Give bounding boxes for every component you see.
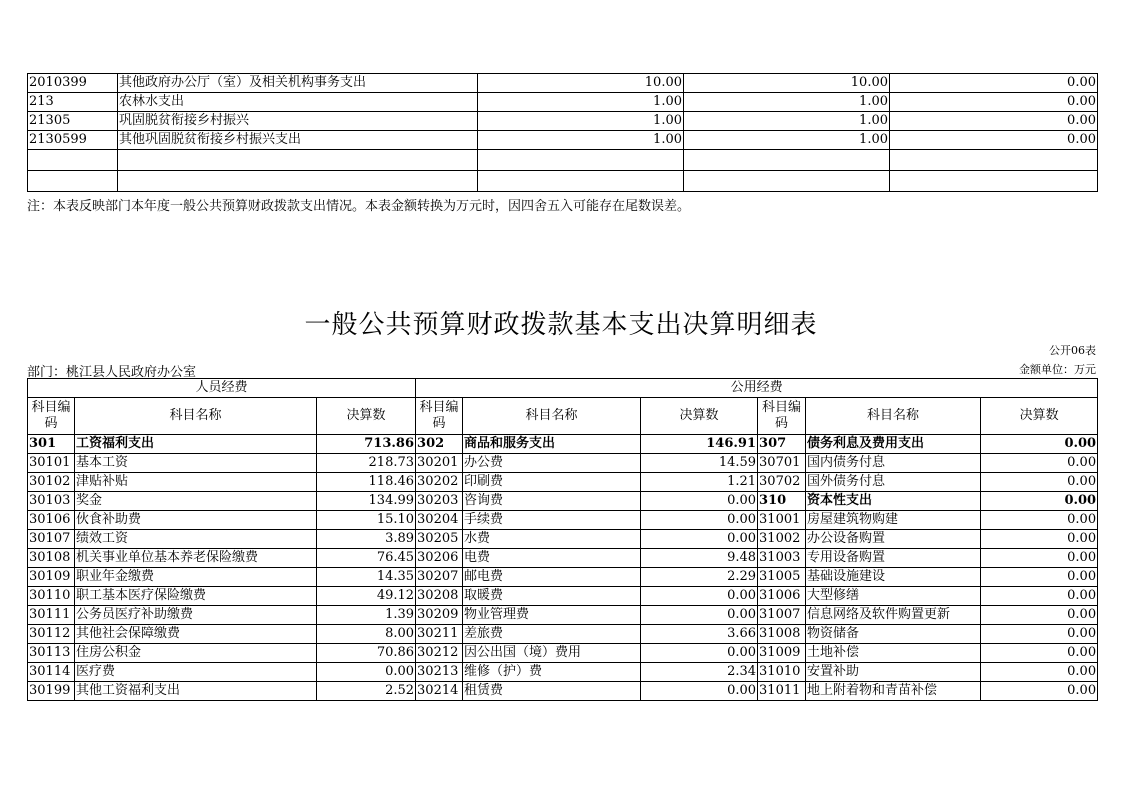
table-row xyxy=(28,682,1098,701)
subject-code: 30213 xyxy=(416,663,463,682)
subject-code: 31010 xyxy=(758,663,806,682)
subject-name: 职业年金缴费 xyxy=(75,568,317,587)
subject-name: 公务员医疗补助缴费 xyxy=(75,606,317,625)
amount-cell: 0.00 xyxy=(890,74,1098,93)
subject-name: 手续费 xyxy=(463,511,641,530)
subject-code: 30214 xyxy=(416,682,463,701)
table-row xyxy=(28,530,1098,549)
blank-cell xyxy=(890,150,1098,171)
amount-cell: 118.46 xyxy=(317,473,416,492)
subject-name: 资本性支出 xyxy=(806,492,981,511)
blank-row xyxy=(28,150,1098,171)
amount-cell: 0.00 xyxy=(981,625,1098,644)
amount-column-header: 决算数 xyxy=(981,398,1098,435)
amount-cell: 1.00 xyxy=(478,112,684,131)
subject-name: 基础设施建设 xyxy=(806,568,981,587)
subject-code: 302 xyxy=(416,435,463,454)
subject-code: 30204 xyxy=(416,511,463,530)
amount-cell: 9.48 xyxy=(641,549,758,568)
code-column-header: 科目编码 xyxy=(416,398,463,435)
basic-expenditure-detail-table xyxy=(27,378,1098,701)
amount-cell: 146.91 xyxy=(641,435,758,454)
subject-code: 31008 xyxy=(758,625,806,644)
amount-cell: 14.35 xyxy=(317,568,416,587)
amount-cell: 10.00 xyxy=(478,74,684,93)
subject-code: 30208 xyxy=(416,587,463,606)
department-label: 部门：桃江县人民政府办公室 xyxy=(27,365,197,380)
name-column-header: 科目名称 xyxy=(75,398,317,435)
subject-code: 30109 xyxy=(28,568,75,587)
subject-code: 30106 xyxy=(28,511,75,530)
subject-code: 31006 xyxy=(758,587,806,606)
subject-code: 301 xyxy=(28,435,75,454)
subject-code: 31005 xyxy=(758,568,806,587)
page-title: 一般公共预算财政拨款基本支出决算明细表 xyxy=(304,310,818,340)
subject-name: 伙食补助费 xyxy=(75,511,317,530)
subject-name: 职工基本医疗保险缴费 xyxy=(75,587,317,606)
name-column-header: 科目名称 xyxy=(463,398,641,435)
subject-name: 大型修缮 xyxy=(806,587,981,606)
amount-cell: 14.59 xyxy=(641,454,758,473)
subject-code: 30701 xyxy=(758,454,806,473)
subject-code: 30199 xyxy=(28,682,75,701)
subject-name: 其他社会保障缴费 xyxy=(75,625,317,644)
amount-cell: 0.00 xyxy=(317,663,416,682)
amount-cell: 134.99 xyxy=(317,492,416,511)
subject-code: 31009 xyxy=(758,644,806,663)
amount-cell: 0.00 xyxy=(641,492,758,511)
table-row xyxy=(28,492,1098,511)
subject-code: 30203 xyxy=(416,492,463,511)
subject-name: 印刷费 xyxy=(463,473,641,492)
amount-cell: 70.86 xyxy=(317,644,416,663)
amount-cell: 1.00 xyxy=(684,112,890,131)
subject-name: 住房公积金 xyxy=(75,644,317,663)
amount-unit-label: 金额单位：万元 xyxy=(1019,363,1096,376)
subject-name: 其他巩固脱贫衔接乡村振兴支出 xyxy=(118,131,478,150)
subject-name: 维修（护）费 xyxy=(463,663,641,682)
amount-cell: 2.29 xyxy=(641,568,758,587)
blank-cell xyxy=(684,171,890,192)
amount-column-header: 决算数 xyxy=(317,398,416,435)
amount-cell: 3.89 xyxy=(317,530,416,549)
amount-cell: 0.00 xyxy=(981,644,1098,663)
subject-name: 医疗费 xyxy=(75,663,317,682)
code-column-header: 科目编码 xyxy=(28,398,75,435)
blank-cell xyxy=(118,171,478,192)
subject-code: 30202 xyxy=(416,473,463,492)
subject-code: 30102 xyxy=(28,473,75,492)
table-row xyxy=(28,587,1098,606)
subject-name: 办公费 xyxy=(463,454,641,473)
public-group-header: 公用经费 xyxy=(416,379,1098,398)
subject-code: 30113 xyxy=(28,644,75,663)
table-row xyxy=(28,74,1098,93)
subject-code: 21305 xyxy=(28,112,118,131)
amount-cell: 2.34 xyxy=(641,663,758,682)
amount-cell: 0.00 xyxy=(641,511,758,530)
subject-code: 30211 xyxy=(416,625,463,644)
subject-code: 30702 xyxy=(758,473,806,492)
table-row xyxy=(28,606,1098,625)
table-row xyxy=(28,454,1098,473)
subject-name: 农林水支出 xyxy=(118,93,478,112)
subject-name: 办公设备购置 xyxy=(806,530,981,549)
table-row xyxy=(28,435,1098,454)
subject-name: 商品和服务支出 xyxy=(463,435,641,454)
table-row xyxy=(28,568,1098,587)
subject-code: 30108 xyxy=(28,549,75,568)
subject-code: 30112 xyxy=(28,625,75,644)
subject-code: 30114 xyxy=(28,663,75,682)
amount-cell: 0.00 xyxy=(890,93,1098,112)
subject-name: 取暖费 xyxy=(463,587,641,606)
amount-cell: 1.00 xyxy=(478,131,684,150)
subject-code: 30201 xyxy=(416,454,463,473)
top-expenditure-table xyxy=(27,73,1098,192)
subject-name: 其他工资福利支出 xyxy=(75,682,317,701)
amount-cell: 8.00 xyxy=(317,625,416,644)
subject-code: 31003 xyxy=(758,549,806,568)
amount-cell: 0.00 xyxy=(981,606,1098,625)
personnel-group-header: 人员经费 xyxy=(28,379,416,398)
table-row xyxy=(28,131,1098,150)
amount-cell: 1.39 xyxy=(317,606,416,625)
subject-name: 其他政府办公厅（室）及相关机构事务支出 xyxy=(118,74,478,93)
amount-cell: 0.00 xyxy=(890,131,1098,150)
subject-name: 土地补偿 xyxy=(806,644,981,663)
amount-cell: 218.73 xyxy=(317,454,416,473)
amount-cell: 0.00 xyxy=(981,473,1098,492)
amount-cell: 0.00 xyxy=(641,530,758,549)
subject-name: 租赁费 xyxy=(463,682,641,701)
subject-code: 307 xyxy=(758,435,806,454)
subject-code: 30212 xyxy=(416,644,463,663)
subject-name: 物业管理费 xyxy=(463,606,641,625)
subject-code: 2130599 xyxy=(28,131,118,150)
amount-cell: 76.45 xyxy=(317,549,416,568)
subject-code: 30207 xyxy=(416,568,463,587)
subject-name: 房屋建筑物购建 xyxy=(806,511,981,530)
blank-cell xyxy=(28,171,118,192)
table-row xyxy=(28,644,1098,663)
subject-name: 工资福利支出 xyxy=(75,435,317,454)
amount-cell: 49.12 xyxy=(317,587,416,606)
subject-code: 30206 xyxy=(416,549,463,568)
subject-name: 差旅费 xyxy=(463,625,641,644)
subject-code: 30209 xyxy=(416,606,463,625)
amount-column-header: 决算数 xyxy=(641,398,758,435)
form-number: 公开06表 xyxy=(1049,344,1096,357)
blank-cell xyxy=(28,150,118,171)
amount-cell: 1.00 xyxy=(684,93,890,112)
amount-cell: 0.00 xyxy=(981,568,1098,587)
subject-name: 安置补助 xyxy=(806,663,981,682)
subject-code: 30103 xyxy=(28,492,75,511)
subject-code: 30107 xyxy=(28,530,75,549)
subject-code: 31002 xyxy=(758,530,806,549)
subject-name: 巩固脱贫衔接乡村振兴 xyxy=(118,112,478,131)
code-column-header: 科目编码 xyxy=(758,398,806,435)
amount-cell: 1.21 xyxy=(641,473,758,492)
subject-name: 绩效工资 xyxy=(75,530,317,549)
table-row xyxy=(28,549,1098,568)
subject-code: 30101 xyxy=(28,454,75,473)
blank-cell xyxy=(478,150,684,171)
table-row xyxy=(28,625,1098,644)
subject-name: 国外债务付息 xyxy=(806,473,981,492)
blank-cell xyxy=(478,171,684,192)
amount-cell: 0.00 xyxy=(641,587,758,606)
amount-cell: 713.86 xyxy=(317,435,416,454)
amount-cell: 0.00 xyxy=(981,587,1098,606)
amount-cell: 0.00 xyxy=(981,511,1098,530)
amount-cell: 0.00 xyxy=(641,682,758,701)
amount-cell: 0.00 xyxy=(981,454,1098,473)
blank-cell xyxy=(684,150,890,171)
subject-name: 国内债务付息 xyxy=(806,454,981,473)
subject-code: 31001 xyxy=(758,511,806,530)
table-row xyxy=(28,112,1098,131)
subject-code: 310 xyxy=(758,492,806,511)
amount-cell: 1.00 xyxy=(478,93,684,112)
blank-cell xyxy=(118,150,478,171)
subject-name: 物资储备 xyxy=(806,625,981,644)
subject-name: 债务利息及费用支出 xyxy=(806,435,981,454)
amount-cell: 0.00 xyxy=(981,492,1098,511)
blank-cell xyxy=(890,171,1098,192)
amount-cell: 0.00 xyxy=(890,112,1098,131)
subject-code: 30111 xyxy=(28,606,75,625)
subject-name: 基本工资 xyxy=(75,454,317,473)
blank-row xyxy=(28,171,1098,192)
table-row xyxy=(28,93,1098,112)
subject-name: 电费 xyxy=(463,549,641,568)
amount-cell: 15.10 xyxy=(317,511,416,530)
amount-cell: 1.00 xyxy=(684,131,890,150)
amount-cell: 0.00 xyxy=(981,530,1098,549)
subject-name: 水费 xyxy=(463,530,641,549)
subject-code: 30110 xyxy=(28,587,75,606)
subject-code: 31007 xyxy=(758,606,806,625)
table-note: 注：本表反映部门本年度一般公共预算财政拨款支出情况。本表金额转换为万元时，因四舍五入可能存在尾数误差。 xyxy=(27,199,691,214)
amount-cell: 3.66 xyxy=(641,625,758,644)
amount-cell: 0.00 xyxy=(981,549,1098,568)
subject-name: 机关事业单位基本养老保险缴费 xyxy=(75,549,317,568)
subject-name: 信息网络及软件购置更新 xyxy=(806,606,981,625)
table-row xyxy=(28,473,1098,492)
name-column-header: 科目名称 xyxy=(806,398,981,435)
subject-name: 邮电费 xyxy=(463,568,641,587)
subject-name: 奖金 xyxy=(75,492,317,511)
amount-cell: 2.52 xyxy=(317,682,416,701)
table-row xyxy=(28,663,1098,682)
amount-cell: 0.00 xyxy=(981,682,1098,701)
amount-cell: 0.00 xyxy=(981,435,1098,454)
subject-name: 专用设备购置 xyxy=(806,549,981,568)
subject-code: 2010399 xyxy=(28,74,118,93)
table-row xyxy=(28,511,1098,530)
subject-code: 213 xyxy=(28,93,118,112)
subject-code: 30205 xyxy=(416,530,463,549)
amount-cell: 10.00 xyxy=(684,74,890,93)
subject-code: 31011 xyxy=(758,682,806,701)
subject-name: 津贴补贴 xyxy=(75,473,317,492)
amount-cell: 0.00 xyxy=(981,663,1098,682)
subject-name: 咨询费 xyxy=(463,492,641,511)
subject-name: 因公出国（境）费用 xyxy=(463,644,641,663)
subject-name: 地上附着物和青苗补偿 xyxy=(806,682,981,701)
amount-cell: 0.00 xyxy=(641,644,758,663)
amount-cell: 0.00 xyxy=(641,606,758,625)
